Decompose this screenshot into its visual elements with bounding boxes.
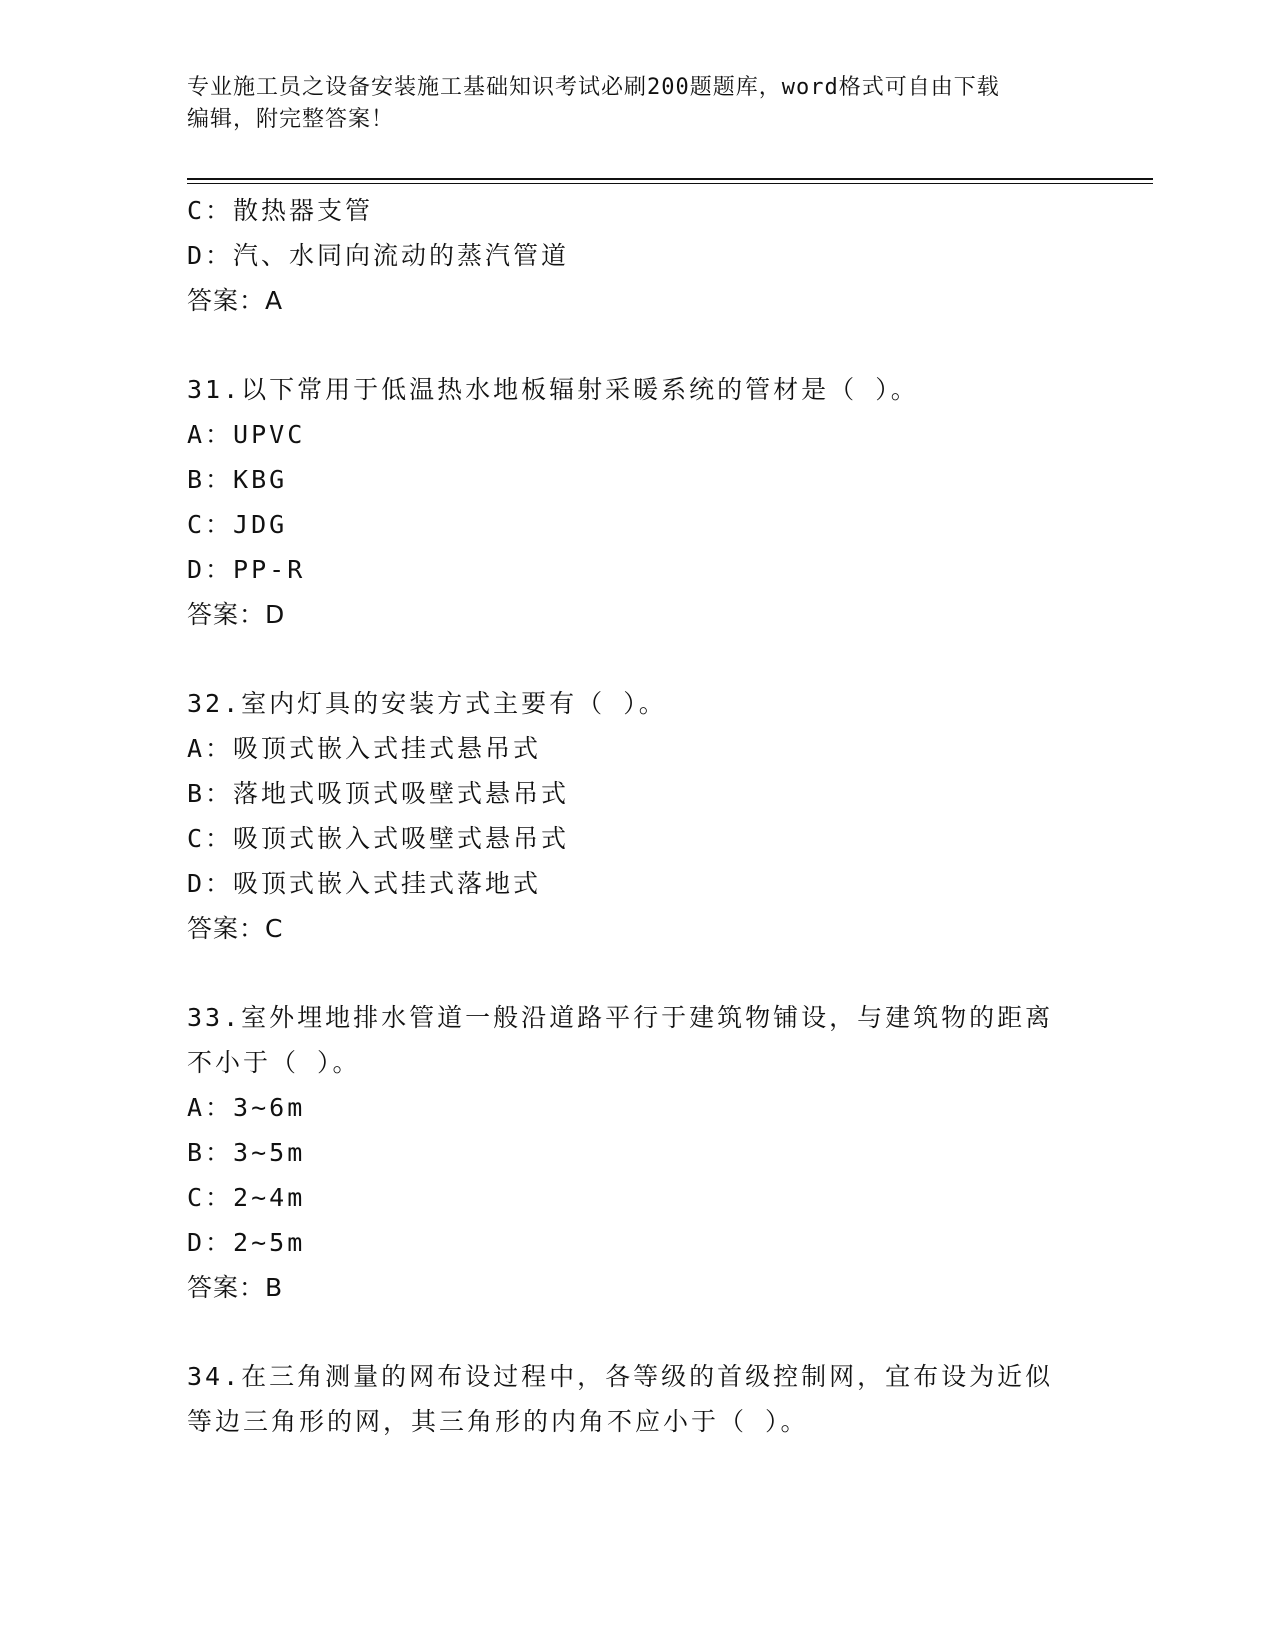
option-a: A：3~6m [187,1093,306,1122]
answer-line: 答案：C [187,914,284,943]
option-c: C：吸顶式嵌入式吸壁式悬吊式 [187,824,570,853]
question-stem: 32.室内灯具的安装方式主要有（ ）。 [187,689,667,718]
document-header [187,72,1087,136]
option-b: B：KBG [187,465,288,494]
option-d: D：2~5m [187,1228,306,1257]
question-stem-continued: 不小于（ ）。 [187,1048,361,1077]
header-divider-thick [187,178,1153,180]
option-d: D：吸顶式嵌入式挂式落地式 [187,869,542,898]
answer-line: 答案：D [187,600,286,629]
option-c: C：JDG [187,510,288,539]
option-c: C：2~4m [187,1183,306,1212]
question-stem: 31.以下常用于低温热水地板辐射采暖系统的管材是（ ）。 [187,375,919,404]
answer-line: 答案：A [187,286,284,315]
question-stem: 33.室外埋地排水管道一般沿道路平行于建筑物铺设，与建筑物的距离 [187,1003,1054,1032]
option-d: D：汽、水同向流动的蒸汽管道 [187,241,570,270]
header-title-line-2: 编辑，附完整答案！ [187,107,395,132]
option-b: B：3~5m [187,1138,306,1167]
option-b: B：落地式吸顶式吸壁式悬吊式 [187,779,570,808]
option-c: C：散热器支管 [187,196,374,225]
option-a: A：UPVC [187,420,306,449]
header-divider-thin [187,183,1153,184]
option-a: A：吸顶式嵌入式挂式悬吊式 [187,734,542,763]
answer-line: 答案：B [187,1273,284,1302]
header-title-line-1: 专业施工员之设备安装施工基础知识考试必刷200题题库，word格式可自由下载 [187,75,1000,100]
question-stem: 34.在三角测量的网布设过程中，各等级的首级控制网，宜布设为近似 [187,1362,1054,1391]
question-stem-continued: 等边三角形的网，其三角形的内角不应小于（ ）。 [187,1407,809,1436]
option-d: D：PP-R [187,555,306,584]
